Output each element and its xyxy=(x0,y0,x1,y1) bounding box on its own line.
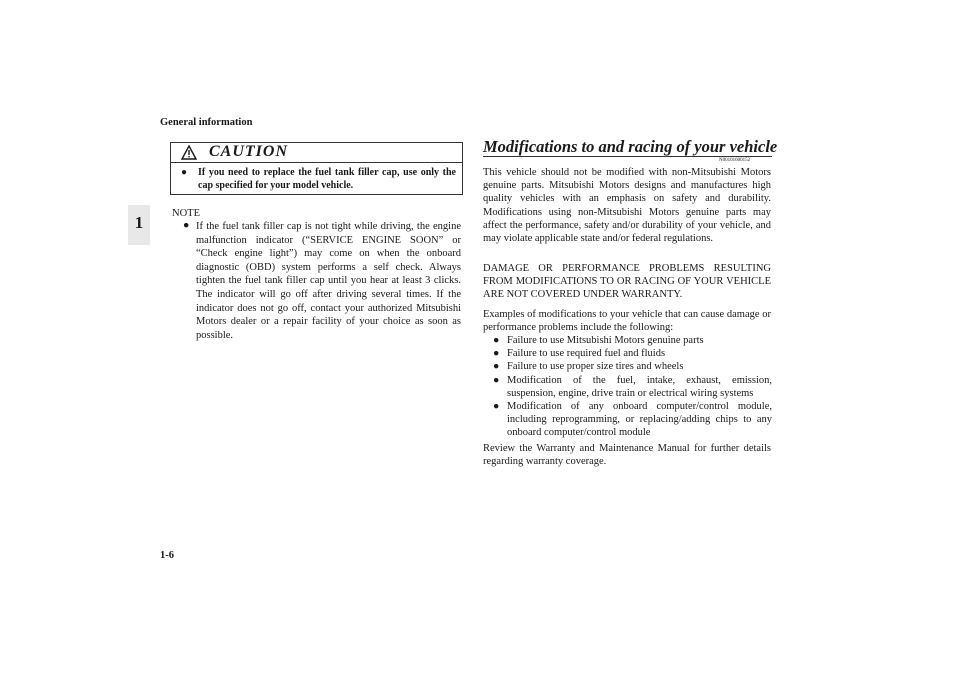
list-item xyxy=(493,400,772,440)
page-number: 1-6 xyxy=(160,550,174,561)
paragraph-warranty-review: Review the Warranty and Maintenance Manual for further details regarding warranty coverage. xyxy=(483,443,771,468)
list-item-text: Modification of any onboard computer/control module, including reprogramming, or replacing/adding chips to any onboard computer/control module xyxy=(507,401,772,439)
note-bullet: ● xyxy=(183,220,190,231)
section-title-divider xyxy=(483,156,772,157)
list-item-text: Failure to use proper size tires and wheels xyxy=(507,361,684,373)
caution-header xyxy=(171,143,462,163)
section-title: Modifications to and racing of your vehicle xyxy=(483,137,778,156)
warning-triangle-icon xyxy=(181,145,197,160)
paragraph-warranty-notice: DAMAGE OR PERFORMANCE PROBLEMS RESULTING FROM MODIFICATIONS TO OR RACING OF YOUR VEHICLE ARE NOT COVERED UNDER WARRANTY. xyxy=(483,263,771,301)
caution-bullet: ● xyxy=(181,167,188,178)
list-item xyxy=(493,360,772,373)
list-bullet: ● xyxy=(493,335,500,346)
list-item xyxy=(493,334,772,347)
list-bullet: ● xyxy=(493,348,500,360)
list-item-text: Failure to use Mitsubishi Motors genuine parts xyxy=(507,335,704,346)
chapter-tab xyxy=(128,205,150,245)
page-header-title: General information xyxy=(160,117,253,128)
list-bullet: ● xyxy=(493,374,500,386)
list-item-text: Failure to use required fuel and fluids xyxy=(507,348,666,360)
caution-box xyxy=(170,142,463,195)
list-item xyxy=(493,374,772,400)
note-label: NOTE xyxy=(172,208,200,219)
list-item xyxy=(493,347,772,360)
caution-body xyxy=(171,163,462,192)
note-text: If the fuel tank filler cap is not tight while driving, the engine malfunction indicator (“SERVICE ENGINE SOON” or “Check engine light”) may come on when the onboard diagnostic (OBD) system performs a self check. Always tighten the fuel tank filler cap until you hear at least 3 clicks. The indicator will go off after driving several times. If the indicator does not go off, contact your authorized Mitsubishi Motors dealer or a repair facility of your choice as soon as possible. xyxy=(196,221,461,341)
paragraph-modification-warning: This vehicle should not be modified with non-Mitsubishi Motors genuine parts. Mitsubishi Motors designs and manufactures high quality vehicles with an emphasis on safety and durability. Modifications using non-Mitsubishi Motors genuine parts may affect the performance, safety and/or durability of your vehicle, and may violate applicable state and/or federal regulations. xyxy=(483,167,771,245)
list-bullet: ● xyxy=(493,361,500,373)
caution-text: If you need to replace the fuel tank filler cap, use only the cap specified for your model vehicle. xyxy=(198,167,456,191)
paragraph-examples-intro: Examples of modifications to your vehicle that can cause damage or performance problems include the following: xyxy=(483,309,771,334)
list-bullet: ● xyxy=(493,401,500,413)
chapter-number: 1 xyxy=(134,213,144,232)
caution-title: CAUTION xyxy=(209,143,289,160)
section-code: N00101600152 xyxy=(719,158,751,163)
list-item-text: Modification of the fuel, intake, exhaust, emission, suspension, engine, drive train or electrical wiring systems xyxy=(507,374,772,399)
modification-examples-list xyxy=(493,334,772,440)
